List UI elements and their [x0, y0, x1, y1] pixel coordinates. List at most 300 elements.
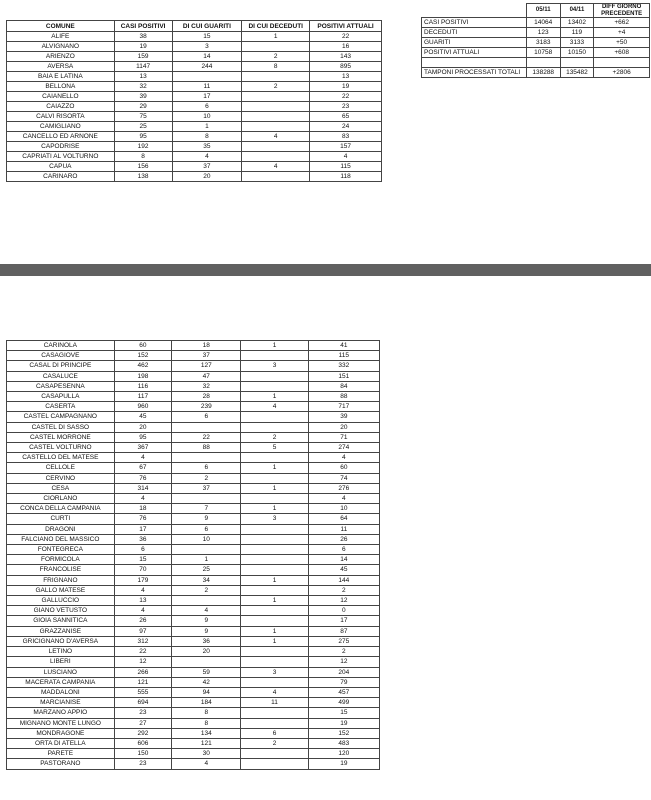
summary-diff: +662 — [594, 18, 650, 28]
cell-comune: FONTEGRECA — [7, 545, 115, 555]
cell-deceduti: 1 — [241, 392, 308, 402]
cell-positivi-attuali: 64 — [308, 514, 379, 524]
summary-row — [422, 18, 650, 28]
table-row — [7, 132, 382, 142]
cell-deceduti — [241, 606, 308, 616]
cell-deceduti: 3 — [241, 667, 308, 677]
cell-positivi-attuali: 17 — [308, 616, 379, 626]
cell-comune: GRICIGNANO D'AVERSA — [7, 636, 115, 646]
cell-deceduti: 2 — [242, 82, 310, 92]
cell-comune: CAMIGLIANO — [7, 122, 115, 132]
summary-row — [422, 68, 650, 78]
cell-comune: PARETE — [7, 749, 115, 759]
cell-guariti: 37 — [172, 483, 241, 493]
cell-positivi-attuali: 4 — [308, 453, 379, 463]
cell-deceduti — [241, 647, 308, 657]
cell-guariti: 4 — [172, 759, 241, 769]
cell-positivi-attuali: 10 — [308, 504, 379, 514]
cell-casi-positivi: 75 — [114, 112, 172, 122]
cell-comune: LIBERI — [7, 657, 115, 667]
cell-deceduti — [241, 545, 308, 555]
table-row — [7, 432, 380, 442]
cell-positivi-attuali: 275 — [308, 636, 379, 646]
summary-diff: +4 — [594, 28, 650, 38]
cell-comune: MONDRAGONE — [7, 728, 115, 738]
table-row — [7, 657, 380, 667]
table-row — [7, 708, 380, 718]
cell-guariti: 88 — [172, 443, 241, 453]
municipality-table-bottom — [6, 340, 380, 770]
cell-guariti: 8 — [172, 718, 241, 728]
cell-guariti: 6 — [172, 524, 241, 534]
table-row — [7, 524, 380, 534]
cell-guariti — [172, 545, 241, 555]
cell-comune: CANCELLO ED ARNONE — [7, 132, 115, 142]
cell-guariti: 17 — [172, 92, 242, 102]
cell-casi-positivi: 12 — [114, 657, 171, 667]
cell-guariti — [172, 494, 241, 504]
cell-positivi-attuali: 115 — [308, 351, 379, 361]
cell-guariti — [172, 453, 241, 463]
cell-deceduti — [241, 381, 308, 391]
cell-casi-positivi: 19 — [114, 42, 172, 52]
cell-deceduti: 1 — [241, 483, 308, 493]
cell-guariti: 35 — [172, 142, 242, 152]
table-row — [7, 162, 382, 172]
cell-casi-positivi: 555 — [114, 687, 171, 697]
cell-deceduti — [242, 152, 310, 162]
cell-guariti: 134 — [172, 728, 241, 738]
cell-positivi-attuali: 2 — [308, 647, 379, 657]
cell-guariti: 8 — [172, 708, 241, 718]
cell-casi-positivi: 27 — [114, 718, 171, 728]
table-row — [7, 32, 382, 42]
cell-casi-positivi: 152 — [114, 351, 171, 361]
cell-deceduti: 3 — [241, 514, 308, 524]
summary-header-date1: 05/11 — [526, 4, 560, 18]
cell-casi-positivi: 70 — [114, 565, 171, 575]
cell-positivi-attuali: 19 — [310, 82, 382, 92]
cell-guariti: 3 — [172, 42, 242, 52]
table-row — [7, 483, 380, 493]
cell-positivi-attuali: 23 — [310, 102, 382, 112]
cell-comune: CAIANELLO — [7, 92, 115, 102]
cell-deceduti — [242, 172, 310, 182]
cell-positivi-attuali: 12 — [308, 657, 379, 667]
table-row — [7, 361, 380, 371]
cell-guariti: 11 — [172, 82, 242, 92]
cell-positivi-attuali: 152 — [308, 728, 379, 738]
table-row — [7, 473, 380, 483]
table-row — [7, 575, 380, 585]
cell-positivi-attuali: 0 — [308, 606, 379, 616]
cell-comune: MADDALONI — [7, 687, 115, 697]
cell-guariti: 4 — [172, 606, 241, 616]
cell-casi-positivi: 1147 — [114, 62, 172, 72]
cell-casi-positivi: 116 — [114, 381, 171, 391]
cell-comune: CERVINO — [7, 473, 115, 483]
cell-guariti: 34 — [172, 575, 241, 585]
cell-positivi-attuali: 26 — [308, 534, 379, 544]
cell-casi-positivi: 121 — [114, 677, 171, 687]
table-row — [7, 494, 380, 504]
cell-casi-positivi: 156 — [114, 162, 172, 172]
cell-positivi-attuali: 84 — [308, 381, 379, 391]
cell-comune: CAPRIATI AL VOLTURNO — [7, 152, 115, 162]
cell-positivi-attuali: 19 — [308, 718, 379, 728]
cell-comune: GRAZZANISE — [7, 626, 115, 636]
cell-positivi-attuali: 15 — [308, 708, 379, 718]
table-row — [7, 92, 382, 102]
cell-positivi-attuali: 60 — [308, 463, 379, 473]
cell-deceduti — [241, 718, 308, 728]
cell-positivi-attuali: 2 — [308, 585, 379, 595]
cell-positivi-attuali: 24 — [310, 122, 382, 132]
cell-guariti: 10 — [172, 534, 241, 544]
summary-value-date2 — [560, 58, 594, 68]
summary-table — [421, 3, 650, 78]
cell-guariti: 2 — [172, 473, 241, 483]
cell-deceduti — [241, 759, 308, 769]
cell-positivi-attuali: 83 — [310, 132, 382, 142]
cell-guariti: 10 — [172, 112, 242, 122]
cell-positivi-attuali: 45 — [308, 565, 379, 575]
cell-casi-positivi: 26 — [114, 616, 171, 626]
cell-deceduti — [242, 92, 310, 102]
cell-positivi-attuali: 11 — [308, 524, 379, 534]
table-row — [7, 381, 380, 391]
cell-comune: PASTORANO — [7, 759, 115, 769]
cell-guariti: 20 — [172, 172, 242, 182]
cell-casi-positivi: 198 — [114, 371, 171, 381]
cell-casi-positivi: 32 — [114, 82, 172, 92]
cell-casi-positivi: 960 — [114, 402, 171, 412]
cell-deceduti: 1 — [241, 636, 308, 646]
cell-positivi-attuali: 274 — [308, 443, 379, 453]
cell-deceduti — [241, 677, 308, 687]
cell-casi-positivi: 23 — [114, 708, 171, 718]
summary-row — [422, 38, 650, 48]
cell-positivi-attuali: 14 — [308, 555, 379, 565]
cell-guariti — [172, 72, 242, 82]
summary-corner — [422, 4, 527, 18]
cell-positivi-attuali: 71 — [308, 432, 379, 442]
cell-comune: AVERSA — [7, 62, 115, 72]
cell-deceduti — [241, 453, 308, 463]
table-row — [7, 102, 382, 112]
table-row — [7, 626, 380, 636]
cell-comune: CARINARO — [7, 172, 115, 182]
cell-positivi-attuali: 22 — [310, 32, 382, 42]
summary-value-date2: 135482 — [560, 68, 594, 78]
summary-diff — [594, 58, 650, 68]
table-row — [7, 667, 380, 677]
cell-deceduti — [241, 565, 308, 575]
summary-header-row — [422, 4, 650, 18]
table-row — [7, 606, 380, 616]
header-casi-positivi: CASI POSITIVI — [114, 21, 172, 32]
cell-casi-positivi: 4 — [114, 606, 171, 616]
cell-comune: LETINO — [7, 647, 115, 657]
table-row — [7, 616, 380, 626]
cell-deceduti — [241, 473, 308, 483]
cell-deceduti — [242, 72, 310, 82]
cell-comune: FORMICOLA — [7, 555, 115, 565]
cell-deceduti — [241, 616, 308, 626]
cell-deceduti: 4 — [241, 402, 308, 412]
cell-casi-positivi: 694 — [114, 698, 171, 708]
cell-casi-positivi: 292 — [114, 728, 171, 738]
cell-guariti: 244 — [172, 62, 242, 72]
cell-comune: CIORLANO — [7, 494, 115, 504]
table-row — [7, 402, 380, 412]
cell-casi-positivi: 179 — [114, 575, 171, 585]
cell-casi-positivi: 138 — [114, 172, 172, 182]
cell-comune: CASTEL DI SASSO — [7, 422, 115, 432]
cell-casi-positivi: 29 — [114, 102, 172, 112]
cell-positivi-attuali: 457 — [308, 687, 379, 697]
cell-comune: GALLO MATESE — [7, 585, 115, 595]
cell-guariti: 18 — [172, 341, 241, 351]
cell-casi-positivi: 4 — [114, 494, 171, 504]
cell-casi-positivi: 25 — [114, 122, 172, 132]
cell-positivi-attuali: 144 — [308, 575, 379, 585]
municipality-table-top — [6, 20, 382, 182]
table-row — [7, 82, 382, 92]
table-row — [7, 555, 380, 565]
cell-positivi-attuali: 13 — [310, 72, 382, 82]
summary-diff: +50 — [594, 38, 650, 48]
cell-deceduti — [241, 585, 308, 595]
summary-value-date1: 3183 — [526, 38, 560, 48]
summary-diff: +2806 — [594, 68, 650, 78]
cell-guariti: 239 — [172, 402, 241, 412]
cell-comune: GALLUCCIO — [7, 596, 115, 606]
cell-comune: GIOIA SANNITICA — [7, 616, 115, 626]
cell-comune: CASAGIOVE — [7, 351, 115, 361]
cell-casi-positivi: 8 — [114, 152, 172, 162]
cell-guariti: 6 — [172, 463, 241, 473]
cell-casi-positivi: 36 — [114, 534, 171, 544]
cell-positivi-attuali: 74 — [308, 473, 379, 483]
cell-guariti: 32 — [172, 381, 241, 391]
summary-label: GUARITI — [422, 38, 527, 48]
summary-diff: +608 — [594, 48, 650, 58]
cell-casi-positivi: 95 — [114, 132, 172, 142]
cell-guariti: 9 — [172, 626, 241, 636]
cell-guariti: 37 — [172, 351, 241, 361]
cell-deceduti — [241, 749, 308, 759]
cell-deceduti — [241, 412, 308, 422]
cell-positivi-attuali: 717 — [308, 402, 379, 412]
cell-deceduti: 1 — [242, 32, 310, 42]
cell-positivi-attuali: 151 — [308, 371, 379, 381]
cell-guariti: 15 — [172, 32, 242, 42]
cell-guariti: 42 — [172, 677, 241, 687]
cell-guariti: 94 — [172, 687, 241, 697]
summary-label: CASI POSITIVI — [422, 18, 527, 28]
cell-comune: CASTEL VOLTURNO — [7, 443, 115, 453]
cell-guariti: 28 — [172, 392, 241, 402]
cell-casi-positivi: 45 — [114, 412, 171, 422]
cell-casi-positivi: 6 — [114, 545, 171, 555]
cell-positivi-attuali: 895 — [310, 62, 382, 72]
cell-deceduti: 8 — [242, 62, 310, 72]
cell-comune: CALVI RISORTA — [7, 112, 115, 122]
cell-positivi-attuali: 6 — [308, 545, 379, 555]
cell-positivi-attuali: 483 — [308, 738, 379, 748]
table-row — [7, 677, 380, 687]
cell-comune: ALIFE — [7, 32, 115, 42]
cell-casi-positivi: 367 — [114, 443, 171, 453]
header-deceduti: DI CUI DECEDUTI — [242, 21, 310, 32]
summary-label: POSITIVI ATTUALI — [422, 48, 527, 58]
table-row — [7, 718, 380, 728]
cell-deceduti: 2 — [242, 52, 310, 62]
cell-guariti: 30 — [172, 749, 241, 759]
cell-comune: CAPODRISE — [7, 142, 115, 152]
table-row — [7, 412, 380, 422]
cell-guariti — [172, 596, 241, 606]
cell-guariti: 6 — [172, 412, 241, 422]
table-row — [7, 42, 382, 52]
cell-deceduti: 2 — [241, 432, 308, 442]
cell-comune: CASTEL MORRONE — [7, 432, 115, 442]
summary-value-date1: 123 — [526, 28, 560, 38]
cell-positivi-attuali: 19 — [308, 759, 379, 769]
cell-guariti: 59 — [172, 667, 241, 677]
cell-comune: CASTELLO DEL MATESE — [7, 453, 115, 463]
cell-deceduti — [241, 524, 308, 534]
cell-casi-positivi: 95 — [114, 432, 171, 442]
cell-guariti: 1 — [172, 555, 241, 565]
header-positivi-attuali: POSITIVI ATTUALI — [310, 21, 382, 32]
summary-value-date2: 3133 — [560, 38, 594, 48]
cell-deceduti: 1 — [241, 575, 308, 585]
cell-positivi-attuali: 16 — [310, 42, 382, 52]
table-row — [7, 647, 380, 657]
cell-casi-positivi: 192 — [114, 142, 172, 152]
table-row — [7, 545, 380, 555]
cell-comune: FRIGNANO — [7, 575, 115, 585]
cell-comune: CAPUA — [7, 162, 115, 172]
cell-casi-positivi: 76 — [114, 473, 171, 483]
header-comune: COMUNE — [7, 21, 115, 32]
table-row — [7, 371, 380, 381]
cell-comune: BELLONA — [7, 82, 115, 92]
cell-comune: CURTI — [7, 514, 115, 524]
cell-positivi-attuali: 120 — [308, 749, 379, 759]
table-row — [7, 759, 380, 769]
cell-guariti: 6 — [172, 102, 242, 112]
cell-positivi-attuali: 88 — [308, 392, 379, 402]
summary-label — [422, 58, 527, 68]
cell-positivi-attuali: 65 — [310, 112, 382, 122]
cell-guariti: 8 — [172, 132, 242, 142]
cell-comune: CAIAZZO — [7, 102, 115, 112]
cell-casi-positivi: 314 — [114, 483, 171, 493]
cell-comune: ARIENZO — [7, 52, 115, 62]
cell-casi-positivi: 462 — [114, 361, 171, 371]
cell-comune: CASAPESENNA — [7, 381, 115, 391]
cell-deceduti — [242, 102, 310, 112]
table-row — [7, 341, 380, 351]
cell-deceduti: 1 — [241, 596, 308, 606]
cell-deceduti — [241, 708, 308, 718]
cell-deceduti — [241, 534, 308, 544]
table-row — [7, 422, 380, 432]
cell-casi-positivi: 76 — [114, 514, 171, 524]
summary-value-date1: 14064 — [526, 18, 560, 28]
table-row — [7, 687, 380, 697]
cell-positivi-attuali: 4 — [308, 494, 379, 504]
table-row — [7, 392, 380, 402]
cell-comune: CASTEL CAMPAGNANO — [7, 412, 115, 422]
table-row — [7, 738, 380, 748]
cell-comune: FALCIANO DEL MASSICO — [7, 534, 115, 544]
cell-deceduti: 1 — [241, 463, 308, 473]
cell-deceduti: 4 — [242, 162, 310, 172]
table-row — [7, 142, 382, 152]
cell-positivi-attuali: 332 — [308, 361, 379, 371]
table-row — [7, 698, 380, 708]
cell-casi-positivi: 159 — [114, 52, 172, 62]
cell-positivi-attuali: 22 — [310, 92, 382, 102]
cell-deceduti — [241, 422, 308, 432]
cell-guariti: 47 — [172, 371, 241, 381]
cell-casi-positivi: 4 — [114, 585, 171, 595]
table-row — [7, 112, 382, 122]
summary-label: DECEDUTI — [422, 28, 527, 38]
cell-deceduti: 1 — [241, 626, 308, 636]
cell-deceduti: 1 — [241, 341, 308, 351]
cell-positivi-attuali: 143 — [310, 52, 382, 62]
cell-casi-positivi: 266 — [114, 667, 171, 677]
cell-positivi-attuali: 204 — [308, 667, 379, 677]
table-body-bottom — [7, 341, 380, 770]
table-header-row — [7, 21, 382, 32]
cell-positivi-attuali: 12 — [308, 596, 379, 606]
cell-deceduti: 2 — [241, 738, 308, 748]
cell-deceduti: 3 — [241, 361, 308, 371]
cell-guariti: 37 — [172, 162, 242, 172]
table-row — [7, 453, 380, 463]
cell-guariti: 9 — [172, 514, 241, 524]
cell-deceduti — [241, 371, 308, 381]
cell-guariti: 9 — [172, 616, 241, 626]
cell-comune: MARCIANISE — [7, 698, 115, 708]
table-row — [7, 152, 382, 162]
cell-deceduti — [242, 142, 310, 152]
table-row — [7, 72, 382, 82]
cell-casi-positivi: 150 — [114, 749, 171, 759]
table-row — [7, 596, 380, 606]
cell-comune: CASERTA — [7, 402, 115, 412]
cell-positivi-attuali: 79 — [308, 677, 379, 687]
document-page-1 — [0, 0, 651, 262]
cell-casi-positivi: 38 — [114, 32, 172, 42]
table-row — [7, 62, 382, 72]
cell-casi-positivi: 20 — [114, 422, 171, 432]
cell-comune: CELLOLE — [7, 463, 115, 473]
cell-guariti: 22 — [172, 432, 241, 442]
table-row — [7, 463, 380, 473]
cell-casi-positivi: 22 — [114, 647, 171, 657]
cell-deceduti: 5 — [241, 443, 308, 453]
table-row — [7, 514, 380, 524]
cell-positivi-attuali: 499 — [308, 698, 379, 708]
cell-deceduti: 4 — [241, 687, 308, 697]
